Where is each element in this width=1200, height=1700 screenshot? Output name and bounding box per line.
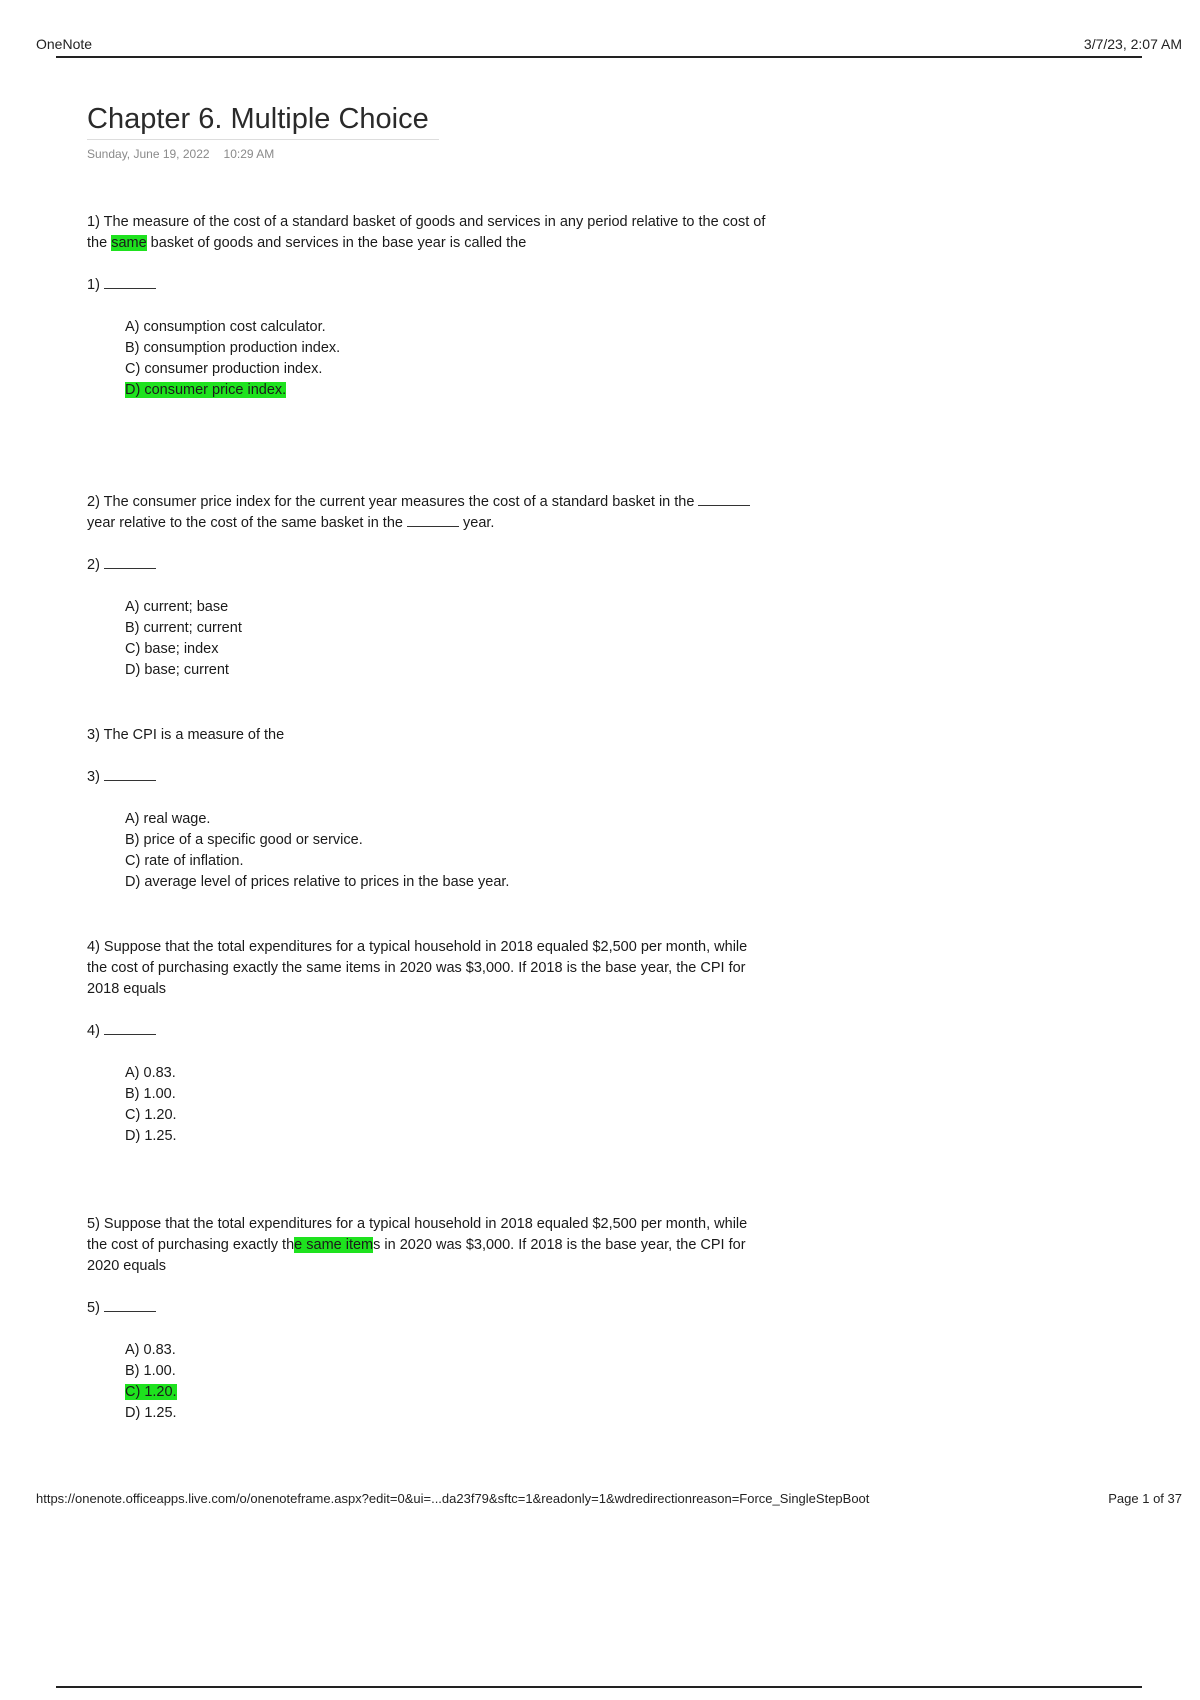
answer-blank (104, 1022, 156, 1035)
choice-list (125, 1340, 767, 1424)
question-2-stem (87, 492, 767, 534)
question-5 (87, 1214, 767, 1424)
answer-line (87, 275, 767, 296)
question-2 (87, 492, 767, 681)
choice-b: B) price of a specific good or service. (125, 832, 363, 848)
stem-text: s in 2020 was $3,000. If 2018 is the base year, the CPI for 2020 equals (87, 1237, 746, 1274)
title-underline (87, 139, 439, 140)
choice-b: B) consumption production index. (125, 340, 341, 356)
choice-a: A) 0.83. (125, 1065, 176, 1081)
page-url: https://onenote.officeapps.live.com/o/onenoteframe.aspx?edit=0&ui=...da23f79&sftc=1&readonly=1&wdredirectionreason=Force_SingleStepBoot (36, 1491, 870, 1506)
inline-blank (407, 514, 459, 527)
question-1-stem (87, 212, 767, 254)
highlighted-choice: D) consumer price index. (125, 382, 287, 398)
choice-c: C) 1.20. (125, 1107, 177, 1123)
choice-c (125, 1382, 767, 1403)
answer-blank (104, 1299, 156, 1312)
answer-label: 5) (87, 1300, 100, 1316)
highlighted-text: e same item (294, 1237, 374, 1253)
answer-line (87, 1021, 767, 1042)
question-3 (87, 725, 767, 893)
choice-d: D) 1.25. (125, 1405, 177, 1421)
choice-list (125, 597, 767, 681)
choice-c: C) consumer production index. (125, 361, 323, 377)
answer-label: 3) (87, 769, 100, 785)
answer-blank (104, 768, 156, 781)
stem-text: year relative to the cost of the same basket in the (87, 515, 407, 531)
answer-line (87, 555, 767, 576)
choice-b: B) 1.00. (125, 1086, 176, 1102)
print-datetime: 3/7/23, 2:07 AM (1083, 36, 1182, 52)
stem-text: year. (458, 515, 495, 531)
answer-label: 4) (87, 1023, 100, 1039)
choice-c: C) rate of inflation. (125, 853, 244, 869)
highlighted-text: same (111, 235, 147, 251)
answer-label: 1) (87, 277, 100, 293)
question-4 (87, 937, 767, 1147)
header-divider (56, 56, 1142, 58)
app-name: OneNote (36, 36, 93, 52)
choice-a: A) consumption cost calculator. (125, 319, 326, 335)
question-4-stem: 4) Suppose that the total expenditures for a typical household in 2018 equaled $2,500 per month, while the cost of purchasing exactly the same items in 2020 was $3,000. If 2018 is the base year, the CPI for 2018 equals (87, 939, 748, 997)
question-1 (87, 212, 767, 401)
choice-d: D) base; current (125, 662, 229, 678)
choice-b: B) current; current (125, 620, 242, 636)
choice-a: A) current; base (125, 599, 229, 615)
choice-d (125, 380, 767, 401)
choice-a: A) 0.83. (125, 1342, 176, 1358)
question-3-stem: 3) The CPI is a measure of the (87, 727, 285, 743)
stem-text: 5) Suppose that the total expenditures for a typical household in 2018 equaled $2,500 per month, while the cost of purchasing exactly th (87, 1216, 748, 1253)
page-number: Page 1 of 37 (1108, 1491, 1182, 1506)
stem-text: 1) The measure of the cost of a standard basket of goods and services in any period relative to the cost of the (87, 214, 766, 251)
answer-blank (104, 276, 156, 289)
page-date: Sunday, June 19, 2022 (87, 147, 210, 161)
choice-a: A) real wage. (125, 811, 211, 827)
stem-text: 2) The consumer price index for the current year measures the cost of a standard basket in the (87, 494, 699, 510)
page-timestamp (87, 147, 274, 161)
page-title: Chapter 6. Multiple Choice (87, 103, 429, 135)
choice-b: B) 1.00. (125, 1363, 176, 1379)
page-time: 10:29 AM (223, 147, 275, 161)
question-5-stem (87, 1214, 767, 1277)
choice-list (125, 317, 767, 401)
choice-d: D) average level of prices relative to prices in the base year. (125, 874, 510, 890)
bottom-divider (56, 1686, 1142, 1688)
answer-label: 2) (87, 557, 100, 573)
choice-d: D) 1.25. (125, 1128, 177, 1144)
answer-blank (104, 556, 156, 569)
choice-c: C) base; index (125, 641, 219, 657)
answer-line (87, 767, 767, 788)
choice-list (125, 809, 767, 893)
choice-list (125, 1063, 767, 1147)
answer-line (87, 1298, 767, 1319)
stem-text: basket of goods and services in the base year is called the (146, 235, 527, 251)
highlighted-choice: C) 1.20. (125, 1384, 177, 1400)
inline-blank (698, 493, 750, 506)
